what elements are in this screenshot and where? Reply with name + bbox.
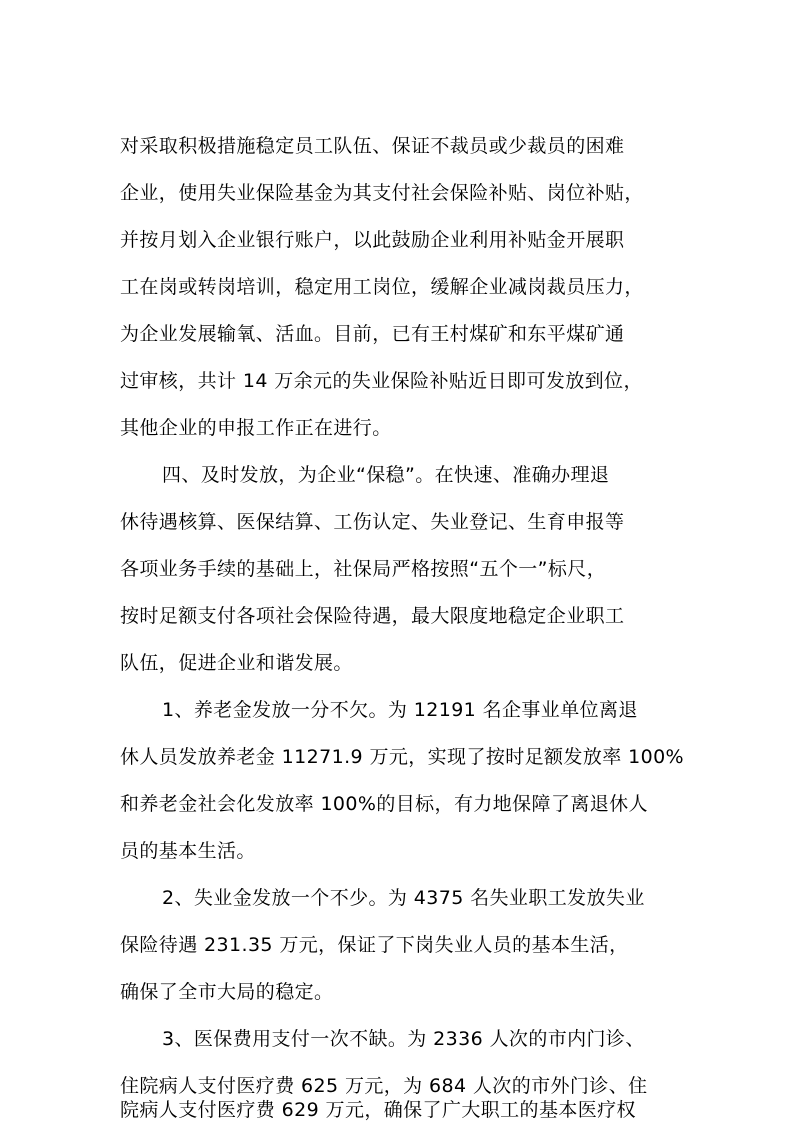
text-line: 按时足额支付各项社会保险待遇，最大限度地稳定企业职工 (120, 605, 625, 627)
text-line: 员的基本生活。 (120, 840, 256, 862)
text-line: 为企业发展输氧、活血。目前，已有王村煤矿和东平煤矿通 (120, 323, 625, 345)
list-item-line: 2、失业金发放一个不少。为 4375 名失业职工发放失业 (162, 887, 645, 909)
text-line: 和养老金社会化发放率 100%的目标，有力地保障了离退休人 (120, 793, 648, 815)
section-heading-line: 四、及时发放，为企业“保稳”。在快速、准确办理退 (162, 464, 610, 486)
text-line: 工在岗或转岗培训，稳定用工岗位，缓解企业减岗裁员压力， (120, 276, 644, 298)
text-line: 院病人支付医疗费 629 万元，确保了广大职工的基本医疗权 (120, 1099, 636, 1121)
list-item-line: 3、医保费用支付一次不缺。为 2336 人次的市内门诊、 (162, 1028, 645, 1050)
text-line: 休待遇核算、医保结算、工伤认定、失业登记、生育申报等 (120, 511, 625, 533)
text-line: 并按月划入企业银行账户，以此鼓励企业利用补贴金开展职 (120, 229, 625, 251)
text-line: 住院病人支付医疗费 625 万元，为 684 人次的市外门诊、住 (120, 1075, 648, 1097)
text-line: 对采取积极措施稳定员工队伍、保证不裁员或少裁员的困难 (120, 135, 625, 157)
text-line: 确保了全市大局的稳定。 (120, 981, 334, 1003)
list-item-line: 1、养老金发放一分不欠。为 12191 名企事业单位离退 (162, 699, 638, 721)
text-line: 其他企业的申报工作正在进行。 (120, 417, 392, 439)
text-line: 企业，使用失业保险基金为其支付社会保险补贴、岗位补贴， (120, 182, 644, 204)
text-line: 各项业务手续的基础上，社保局严格按照“五个一”标尺， (120, 558, 607, 580)
text-line: 保险待遇 231.35 万元，保证了下岗失业人员的基本生活， (120, 934, 629, 956)
text-line: 队伍，促进企业和谐发展。 (120, 652, 353, 674)
text-line: 过审核，共计 14 万余元的失业保险补贴近日即可发放到位， (120, 370, 643, 392)
text-line: 休人员发放养老金 11271.9 万元，实现了按时足额发放率 100% (120, 746, 685, 768)
